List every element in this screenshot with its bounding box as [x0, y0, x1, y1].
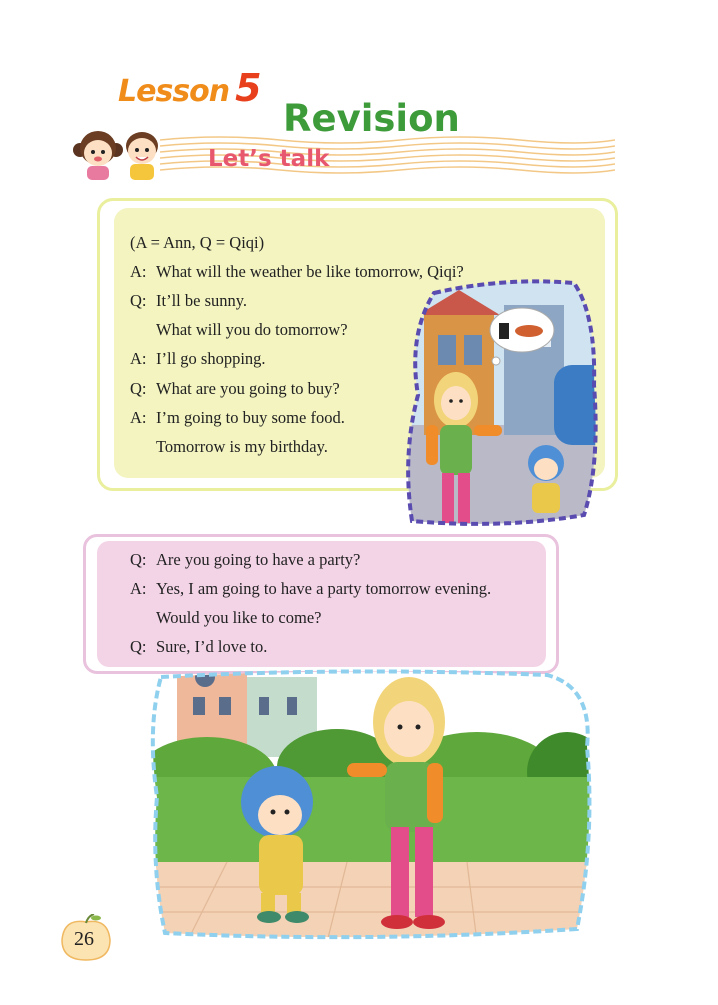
dialogue-line	[130, 579, 491, 599]
speaker-label: A:	[130, 262, 147, 281]
dialogue-line	[130, 437, 328, 457]
lesson-number: 5	[235, 66, 261, 110]
speaker-label: Q:	[130, 379, 147, 398]
line-text: What will the weather be like tomorrow, Qiqi?	[156, 262, 464, 281]
line-text: Would you like to come?	[156, 608, 322, 627]
dialogue-line	[130, 379, 340, 399]
dialogue-line	[130, 637, 267, 657]
line-text: I’ll go shopping.	[156, 349, 266, 368]
speaker-label: Q:	[130, 550, 147, 569]
speaker-label: A:	[130, 349, 147, 368]
speaker-label: Q:	[130, 291, 147, 310]
section-title: Let’s talk	[208, 146, 330, 172]
line-text: It’ll be sunny.	[156, 291, 248, 310]
speaker-label: A:	[130, 408, 147, 427]
dialogue-line	[130, 349, 266, 369]
dialogue-line	[130, 408, 345, 428]
dialogue-line	[130, 608, 321, 628]
lesson-label-text: Lesson	[118, 74, 230, 109]
dialogue-intro: (A = Ann, Q = Qiqi)	[130, 233, 265, 252]
dialogue-line	[130, 550, 360, 570]
lesson-label	[118, 66, 261, 110]
speaker-label: Q:	[130, 637, 147, 656]
line-text: Yes, I am going to have a party tomorrow evening.	[156, 579, 492, 598]
dialogue-line	[130, 291, 247, 311]
line-text: Sure, I’d love to.	[156, 637, 268, 656]
dialogue-line	[130, 320, 348, 340]
line-text: Tomorrow is my birthday.	[156, 437, 328, 456]
line-text: What will you do tomorrow?	[156, 320, 348, 339]
street-scene-illustration	[404, 275, 602, 531]
speaker-label: A:	[130, 579, 147, 598]
line-text: What are you going to buy?	[156, 379, 340, 398]
line-text: I’m going to buy some food.	[156, 408, 345, 427]
kids-icon	[72, 120, 172, 184]
page-title: Revision	[283, 97, 460, 140]
page-number: 26	[74, 928, 94, 950]
line-text: Are you going to have a party?	[156, 550, 361, 569]
park-scene-illustration	[147, 667, 595, 942]
